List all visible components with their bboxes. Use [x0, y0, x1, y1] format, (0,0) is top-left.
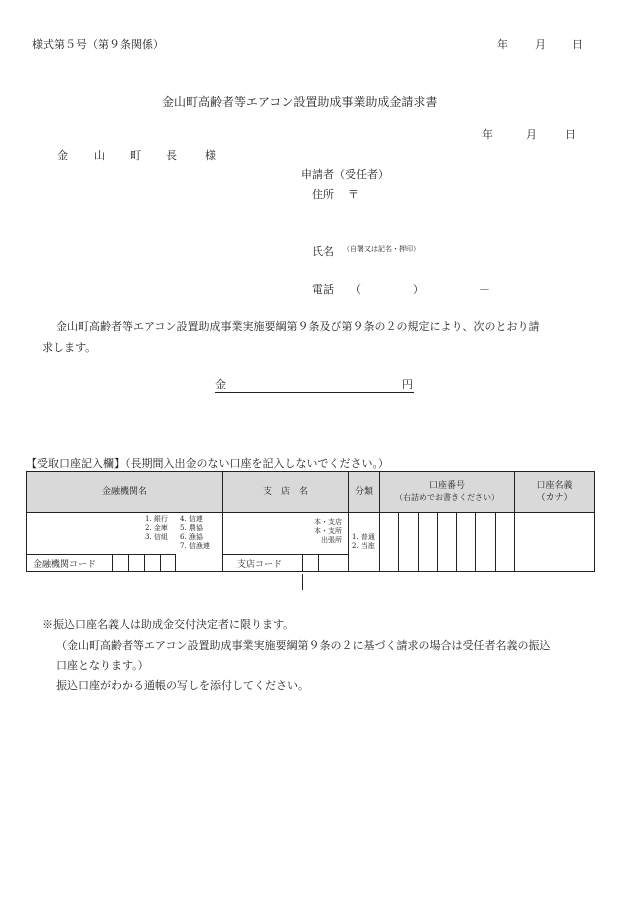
addressee-char-2: 山	[94, 149, 105, 162]
account-number-cell[interactable]	[380, 513, 515, 572]
addressee-char-3: 町	[130, 149, 141, 162]
phone-dash: －	[479, 283, 490, 296]
name-label: 氏名	[312, 245, 334, 258]
account-digit-box[interactable]	[496, 513, 514, 571]
form-number: 様式第５号（第９条関係）	[32, 38, 164, 51]
branch-type-2: 本・支所	[314, 527, 342, 535]
date-month: 月	[526, 128, 537, 141]
account-digit-box[interactable]	[438, 513, 457, 571]
branch-code-box[interactable]	[302, 555, 318, 571]
account-holder-cell[interactable]	[515, 513, 595, 572]
phone-label: 電話	[312, 283, 334, 296]
name-note: （自署又は記名・押印）	[343, 245, 420, 253]
bank-type-5: 5. 農協	[180, 524, 203, 532]
body-line-1: 金山町高齢者等エアコン設置助成事業実施要綱第９条及び第９条の２の規定により、次のとおり請	[56, 320, 540, 333]
phone-close-paren: ）	[413, 283, 424, 296]
bank-type-3: 3. 信組	[145, 533, 168, 541]
bank-code-box[interactable]	[128, 555, 144, 571]
branch-type-1: 本・支店	[314, 518, 342, 526]
branch-code-box[interactable]	[302, 574, 318, 590]
date-day: 日	[565, 128, 576, 141]
branch-code-box[interactable]	[318, 555, 334, 571]
account-digit-box[interactable]	[419, 513, 438, 571]
amount-underline	[215, 391, 414, 393]
note-line-1: ※振込口座名義人は助成金交付決定者に限ります。	[42, 618, 295, 631]
addressee-char-5: 様	[205, 149, 216, 162]
note-line-4: 振込口座がわかる通帳の写しを添付してください。	[56, 679, 309, 692]
amount-suffix: 円	[402, 378, 413, 391]
account-digit-box[interactable]	[380, 513, 399, 571]
bank-name-cell[interactable]	[27, 513, 223, 572]
applicant-label: 申請者（受任者）	[301, 168, 389, 181]
bank-type-6: 6. 漁協	[180, 533, 203, 541]
bank-code-row	[27, 554, 176, 571]
header-type: 分類	[349, 472, 380, 513]
bank-type-4: 4. 信連	[180, 515, 203, 523]
header-account-number: 口座番号 （右詰めでお書きください）	[380, 472, 515, 513]
date-top-year: 年	[497, 38, 508, 51]
amount-prefix: 金	[215, 378, 226, 391]
date-top-day: 日	[572, 38, 583, 51]
addressee-char-1: 金	[57, 149, 68, 162]
document-title: 金山町高齢者等エアコン設置助成事業助成金請求書	[162, 95, 438, 109]
phone-open-paren: （	[350, 283, 361, 296]
bank-code-label: 金融機関コード	[33, 560, 97, 570]
account-digit-box[interactable]	[457, 513, 476, 571]
note-line-3: 口座となります。）	[56, 659, 149, 672]
account-type-2: 2. 当座	[352, 542, 375, 550]
addressee-char-4: 長	[166, 149, 177, 162]
account-section-heading: 【受取口座記入欄】（長期間入出金のない口座を記入しないでください。）	[26, 457, 389, 470]
header-branch-name: 支 店 名	[223, 472, 349, 513]
branch-type-3: 出張所	[321, 536, 342, 544]
header-account-holder: 口座名義 （カナ）	[515, 472, 595, 513]
bank-type-7: 7. 信漁連	[180, 542, 210, 550]
account-digit-box[interactable]	[399, 513, 418, 571]
note-line-2: （金山町高齢者等エアコン設置助成事業実施要綱第９条の２に基づく請求の場合は受任者名義の振込	[56, 639, 551, 652]
account-type-cell[interactable]	[349, 513, 380, 572]
bank-type-2: 2. 金庫	[145, 524, 168, 532]
account-type-1: 1. 普通	[352, 533, 375, 541]
account-table	[26, 471, 595, 572]
branch-code-row	[223, 554, 349, 571]
bank-code-box[interactable]	[112, 555, 128, 571]
account-digit-box[interactable]	[476, 513, 495, 571]
branch-name-cell[interactable]	[223, 513, 349, 572]
bank-code-box[interactable]	[144, 555, 160, 571]
date-year: 年	[482, 128, 493, 141]
header-bank-name: 金融機関名	[27, 472, 223, 513]
postal-mark: 〒	[348, 188, 359, 201]
body-line-2: 求します。	[42, 341, 97, 354]
address-label: 住所	[312, 188, 334, 201]
date-top-month: 月	[535, 38, 546, 51]
bank-type-1: 1. 銀行	[145, 515, 168, 523]
branch-code-label: 支店コード	[237, 560, 283, 570]
